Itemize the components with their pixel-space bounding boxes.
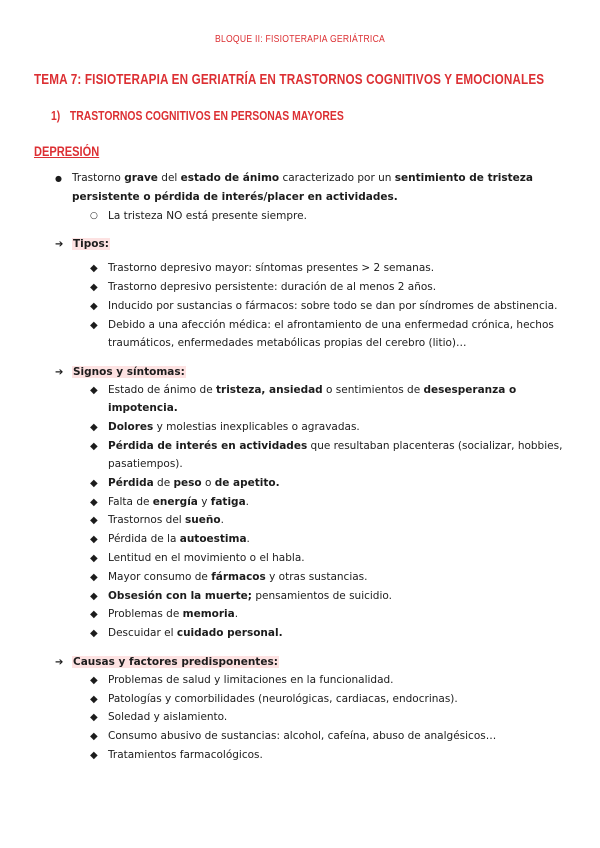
section-heading: DEPRESIÓN [34,144,100,159]
signo-4: Pérdida de peso o de apetito. [108,477,280,489]
causas-label: Causas y factores predisponentes: [73,656,278,668]
diamond-bullet-icon: ◆ [90,263,98,274]
causa-item: Consumo abusivo de sustancias: alcohol, cafeína, abuso de analgésicos… [108,730,497,742]
signos-label: Signos y síntomas: [73,366,185,378]
causa-item: Patologías y comorbilidades (neurológicas, cardiacas, endocrinas). [108,693,458,705]
diamond-bullet-icon: ◆ [90,301,98,312]
subtitle-number: 1) [51,108,61,123]
signo-9: Mayor consumo de fármacos y otras sustancias. [108,571,368,583]
causa-item: Problemas de salud y limitaciones en la funcionalidad. [108,674,394,686]
signo-10: Obsesión con la muerte; pensamientos de suicidio. [108,590,392,602]
diamond-bullet-icon: ◆ [90,572,98,583]
signo-2: Dolores y molestias inexplicables o agravadas. [108,421,360,433]
diamond-bullet-icon: ◆ [90,282,98,293]
tipos-label: Tipos: [73,238,109,250]
signo-11: Problemas de memoria. [108,608,239,620]
diamond-bullet-icon: ◆ [90,712,98,723]
diamond-bullet-icon: ◆ [90,320,98,331]
tipos-item-cont: traumáticos, enfermedades metabólicas propias del cerebro (litio)… [108,337,467,349]
signo-7: Pérdida de la autoestima. [108,533,250,545]
tipos-item: Trastorno depresivo persistente: duración de al menos 2 años. [108,281,437,293]
diamond-bullet-icon: ◆ [90,731,98,742]
topic-title: TEMA 7: FISIOTERAPIA EN GERIATRÍA EN TRASTORNOS COGNITIVOS Y EMOCIONALES [34,71,545,88]
tipos-item: Inducido por sustancias o fármacos: sobre todo se dan por síndromes de abstinencia. [108,300,558,312]
diamond-bullet-icon: ◆ [90,515,98,526]
diamond-bullet-icon: ◆ [90,694,98,705]
diamond-bullet-icon: ◆ [90,478,98,489]
diamond-bullet-icon: ◆ [90,422,98,433]
diamond-bullet-icon: ◆ [90,609,98,620]
diamond-bullet-icon: ◆ [90,750,98,761]
tipos-item: Debido a una afección médica: el afrontamiento de una enfermedad crónica, hechos [108,319,554,331]
diamond-bullet-icon: ◆ [90,628,98,639]
page-header: BLOQUE II: FISIOTERAPIA GERIÁTRICA [214,33,386,45]
subtitle-text: TRASTORNOS COGNITIVOS EN PERSONAS MAYORES [69,108,344,123]
diamond-bullet-icon: ◆ [90,675,98,686]
intro-sub: La tristeza NO está presente siempre. [108,210,307,222]
arrow-icon: ➔ [55,657,64,668]
diamond-bullet-icon: ◆ [90,534,98,545]
intro-line-2: persistente o pérdida de interés/placer en actividades. [72,191,398,203]
signo-6: Trastornos del sueño. [108,514,224,526]
bullet-dot-icon: ● [55,174,62,183]
causa-item: Soledad y aislamiento. [108,711,228,723]
signo-3: Pérdida de interés en actividades que resultaban placenteras (socializar, hobbies, [108,440,563,452]
diamond-bullet-icon: ◆ [90,591,98,602]
signo-5: Falta de energía y fatiga. [108,496,249,508]
arrow-icon: ➔ [55,367,64,378]
signo-3-cont: pasatiempos). [108,458,183,470]
signo-8: Lentitud en el movimiento o el habla. [108,552,305,564]
diamond-bullet-icon: ◆ [90,553,98,564]
diamond-bullet-icon: ◆ [90,441,98,452]
causa-item: Tratamientos farmacológicos. [108,749,263,761]
subtitle [51,108,344,123]
tipos-item: Trastorno depresivo mayor: síntomas presentes > 2 semanas. [108,262,435,274]
arrow-icon: ➔ [55,239,64,250]
signo-1: Estado de ánimo de tristeza, ansiedad o sentimientos de desesperanza o [108,384,517,396]
bullet-circle-icon: ○ [90,211,98,221]
intro-line-1: Trastorno grave del estado de ánimo caracterizado por un sentimiento de tristeza [72,172,533,184]
signo-1-cont: impotencia. [108,402,178,414]
diamond-bullet-icon: ◆ [90,385,98,396]
diamond-bullet-icon: ◆ [90,497,98,508]
signo-12: Descuidar el cuidado personal. [108,627,283,639]
